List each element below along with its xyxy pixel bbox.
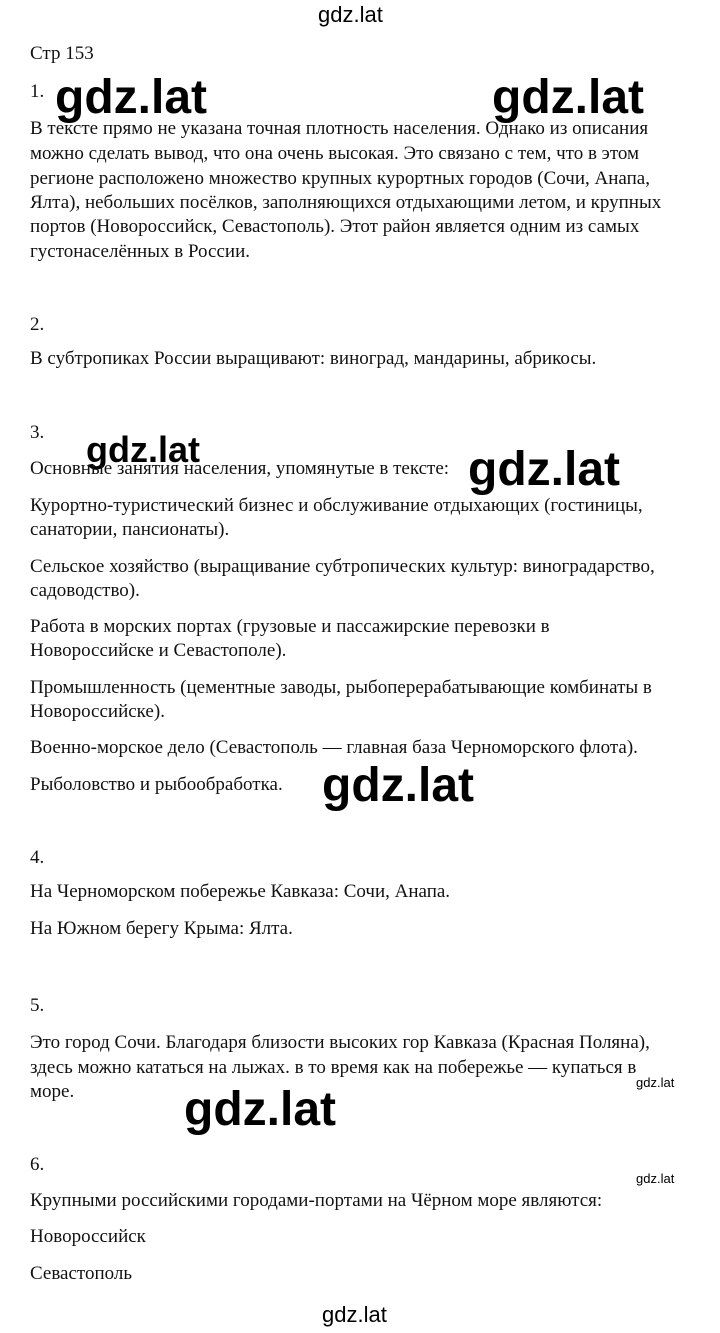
answer-line: Крупными российскими городами-портами на Чёрном море являются: [30, 1190, 603, 1211]
section-number: 4. [30, 847, 45, 868]
answer-line: Сельское хозяйство (выращивание субтропических культур: виноградарство, [30, 556, 655, 577]
answer-line: густонаселённых в России. [30, 241, 250, 262]
answer-line: Работа в морских портах (грузовые и пассажирские перевозки в [30, 616, 550, 637]
section-number: 5. [30, 995, 45, 1016]
answer-line: портов (Новороссийск, Севастополь). Этот район является одним из самых [30, 216, 640, 237]
watermark: gdz.lat [86, 429, 200, 470]
answer-line: В тексте прямо не указана точная плотность населения. Однако из описания [30, 118, 649, 139]
watermark: gdz.lat [636, 1171, 675, 1186]
watermark: gdz.lat [322, 759, 474, 812]
watermark-bottom: gdz.lat [322, 1302, 387, 1327]
answer-line: Это город Сочи. Благодаря близости высоких гор Кавказа (Красная Поляна), [30, 1032, 650, 1053]
section-number: 1. [30, 81, 45, 102]
section-number: 2. [30, 314, 45, 335]
answer-line: санатории, пансионаты). [30, 519, 230, 540]
answer-line: Ялта), небольших посёлков, заполняющихся отдыхающими летом, и крупных [30, 192, 662, 213]
answer-line: Военно-морское дело (Севастополь — главная база Черноморского флота). [30, 737, 638, 758]
answer-line: Основные занятия населения, упомянутые в тексте: [30, 458, 450, 479]
section-number: 6. [30, 1154, 45, 1175]
answer-line: Севастополь [30, 1263, 133, 1284]
answer-line: садоводство). [30, 580, 140, 601]
page-label: Стр 153 [30, 43, 94, 64]
answer-line: здесь можно кататься на лыжах. в то время как на побережье — купаться в [30, 1057, 637, 1078]
watermark: gdz.lat [492, 71, 644, 124]
watermark-top: gdz.lat [318, 2, 383, 27]
watermark: gdz.lat [468, 443, 620, 496]
answer-line: Рыболовство и рыбообработка. [30, 774, 283, 795]
answer-line: Новороссийске). [30, 701, 165, 722]
answer-line: На Южном берегу Крыма: Ялта. [30, 918, 293, 939]
answer-line: Новороссийске и Севастополе). [30, 640, 287, 661]
answer-line: можно сделать вывод, что она очень высокая. Это связано с тем, что в этом [30, 143, 640, 164]
answer-line: регионе расположено множество крупных курортных городов (Сочи, Анапа, [30, 168, 650, 189]
watermark: gdz.lat [636, 1075, 675, 1090]
answer-line: В субтропиках России выращивают: виноград, мандарины, абрикосы. [30, 348, 597, 369]
answer-line: Новороссийск [30, 1226, 146, 1247]
answer-line: На Черноморском побережье Кавказа: Сочи, Анапа. [30, 881, 451, 902]
watermark: gdz.lat [184, 1083, 336, 1136]
answer-line: Курортно-туристический бизнес и обслуживание отдыхающих (гостиницы, [30, 495, 643, 516]
watermark: gdz.lat [55, 71, 207, 124]
answer-line: море. [30, 1081, 75, 1102]
answer-line: Промышленность (цементные заводы, рыбоперерабатывающие комбинаты в [30, 677, 652, 698]
section-number: 3. [30, 422, 45, 443]
